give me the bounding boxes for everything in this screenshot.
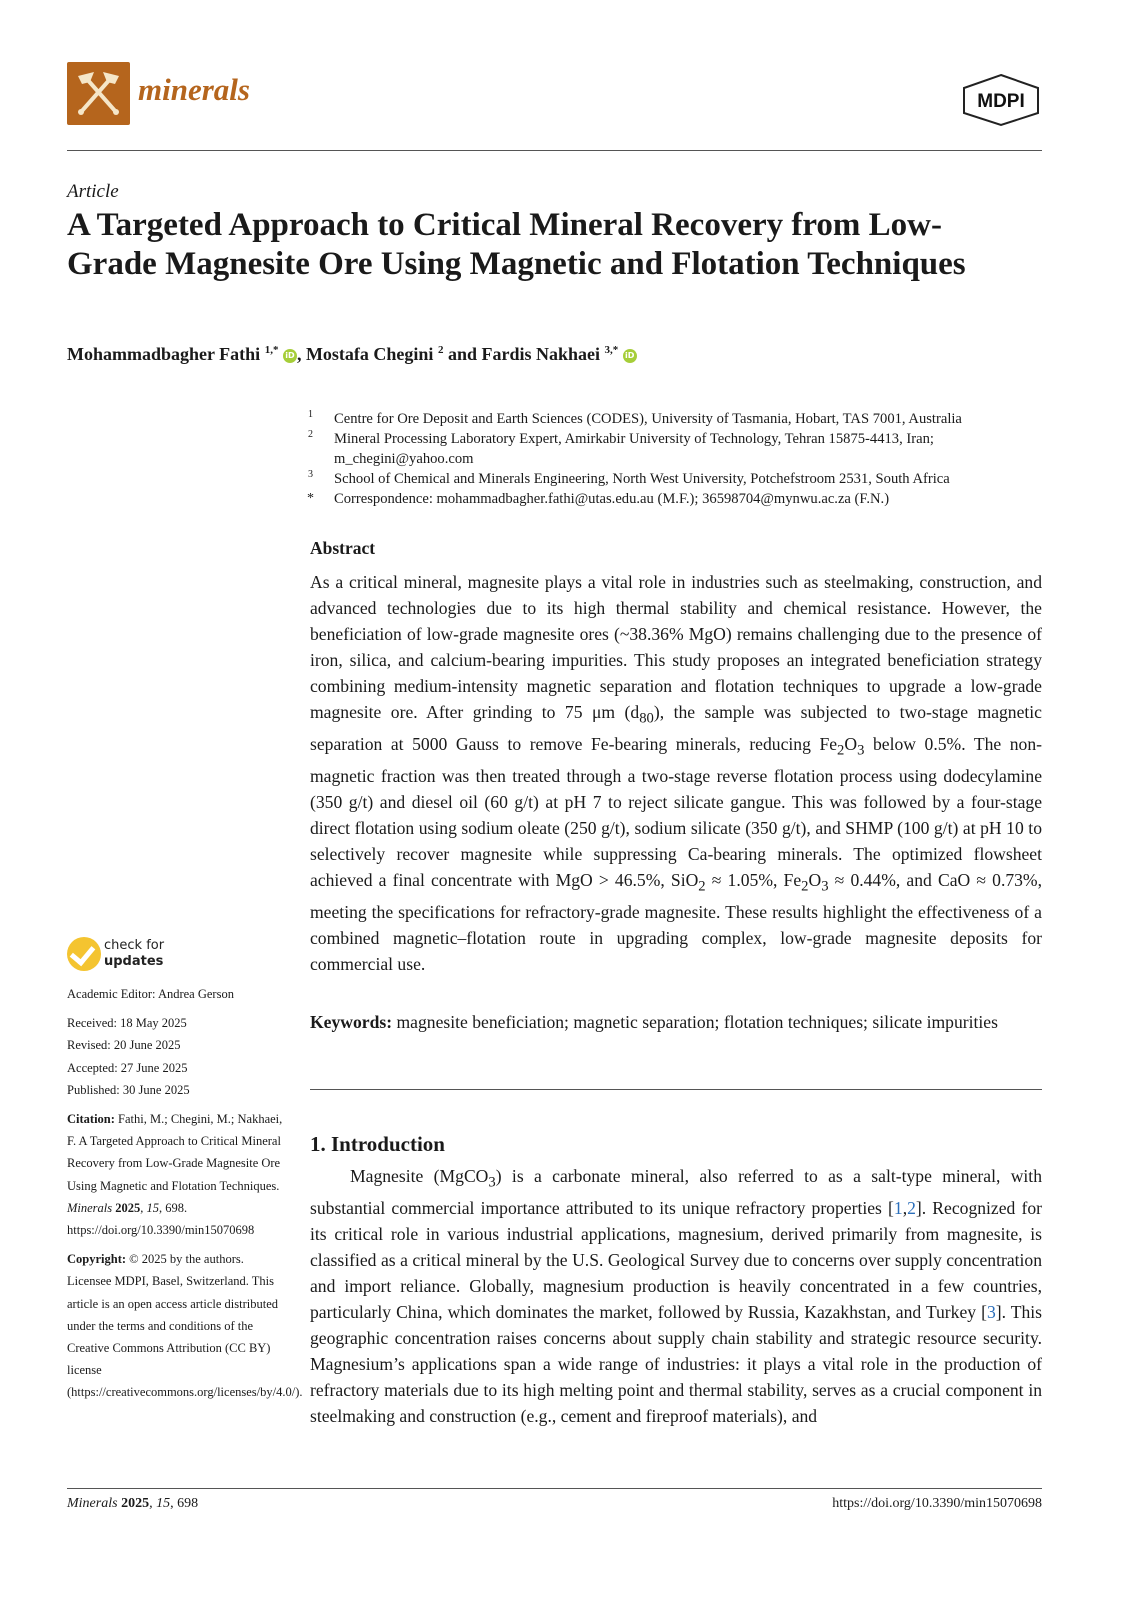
orcid-icon[interactable]: iD <box>283 349 297 363</box>
check-for-updates-button[interactable] <box>67 937 177 973</box>
author-affiliation-mark: 3,* <box>604 344 619 356</box>
academic-editor: Academic Editor: Andrea Gerson <box>67 987 234 1001</box>
footer-doi-link[interactable]: https://doi.org/10.3390/min15070698 <box>832 1496 1042 1511</box>
accepted-date: Accepted: 27 June 2025 <box>67 1060 188 1075</box>
citation-link[interactable]: 2 <box>907 1198 916 1219</box>
keywords-label: Keywords: <box>310 1012 393 1032</box>
citation-block: Citation: Fathi, M.; Chegini, M.; Nakhaei, F. A Targeted Approach to Critical Mineral Recovery from Low-Grade Magnesite Ore Using Magnetic and Flotation Techniques. Minerals 2025, 15, 698. https://doi.org/10.3390/min15070698 <box>67 1112 283 1238</box>
correspondence-mark: * <box>307 491 314 506</box>
affiliation-number: 2 <box>308 429 313 440</box>
abstract-heading: Abstract <box>310 538 376 558</box>
check-icon <box>67 937 101 971</box>
affiliation-text: School of Chemical and Minerals Engineering, North West University, Potchefstroom 2531, South Africa <box>334 471 950 487</box>
author-separator: , <box>296 344 306 364</box>
correspondence <box>306 489 1046 509</box>
footer-divider <box>67 1488 1042 1489</box>
introduction-text: Magnesite (MgCO$_3$) is a carbonate mineral, also referred to as a salt-type mineral, with substantial commercial importance attributed to its unique refractory properties [1,2]. Recognized for its critical role in various industrial applications, magnesium, derived primarily from magnesite, is classified as a critical mineral by the U.S. Geological Survey due to concerns over supply concentration and import reliance. Globally, magnesium production is heavily concentrated in a few countries, particularly China, which dominates the market, followed by Russia, Kazakhstan, and Turkey [3]. This geographic concentration raises concerns about supply chain stability and strategic resource security. Magnesium’s applications span a wide range of industries: it plays a vital role in the production of refractory materials due to its high melting point and thermal stability, serves as a crucial component in steelmaking and construction (e.g., cement and fireproof materials), and <box>310 1166 1042 1426</box>
received-date: Received: 18 May 2025 <box>67 1016 187 1031</box>
crossed-hammers-icon <box>67 62 130 125</box>
author-name: Fardis Nakhaei <box>481 344 600 364</box>
article-type: Article <box>67 181 119 202</box>
author-separator: and <box>443 344 482 364</box>
affiliation-item <box>306 409 1046 429</box>
author-list <box>67 344 637 365</box>
correspondence-text: Correspondence: mohammadbagher.fathi@utas.edu.au (M.F.); 36598704@mynwu.ac.za (F.N.) <box>334 491 890 507</box>
affiliation-number: 1 <box>308 409 313 420</box>
journal-name: minerals <box>138 72 250 107</box>
affiliation-item <box>306 469 1046 489</box>
citation-link[interactable]: 1 <box>893 1198 903 1219</box>
mdpi-logo <box>960 73 1042 127</box>
author-affiliation-mark: 2 <box>437 344 444 356</box>
author-name: Mostafa Chegini <box>305 344 434 364</box>
check-updates-label-bold: updates <box>104 954 164 969</box>
affiliation-number: 3 <box>308 469 313 480</box>
citation-link[interactable]: 3 <box>986 1302 996 1323</box>
published-date: Published: 30 June 2025 <box>67 1082 190 1097</box>
keywords-text: magnesite beneficiation; magnetic separation; flotation techniques; silicate impurities <box>396 1012 998 1032</box>
journal-logo <box>67 62 130 125</box>
affiliation-text: Mineral Processing Laboratory Expert, Amirkabir University of Technology, Tehran 15875-4413, Iran; m_chegini@yahoo.com <box>334 431 934 467</box>
affiliations <box>306 409 1046 509</box>
copyright-block: Copyright: © 2025 by the authors. Licensee MDPI, Basel, Switzerland. This article is an open access article distributed under the terms and conditions of the Creative Commons Attribution (CC BY) license (https://creativecommons.org/licenses/by/4.0/). <box>67 1252 303 1400</box>
affiliation-text: Centre for Ore Deposit and Earth Sciences (CODES), University of Tasmania, Hobart, TAS 7001, Australia <box>334 411 962 427</box>
check-updates-label: check for <box>104 938 165 953</box>
author-affiliation-mark: 1,* <box>264 344 279 356</box>
affiliation-item <box>306 429 1046 469</box>
revised-date: Revised: 20 June 2025 <box>67 1038 181 1053</box>
author-name: Mohammadbagher Fathi <box>67 344 261 364</box>
paper-title: A Targeted Approach to Critical Mineral Recovery from Low-Grade Magnesite Ore Using Magnetic and Flotation Techniques <box>67 207 966 282</box>
sidebar-info <box>67 983 303 1404</box>
section-heading: 1. Introduction <box>310 1132 445 1156</box>
header-divider <box>67 150 1042 151</box>
abstract-text: As a critical mineral, magnesite plays a vital role in industries such as steelmaking, construction, and advanced technologies due to its high thermal stability and chemical resistance. However, the beneficiation of low-grade magnesite ores (~38.36% MgO) remains challenging due to the presence of iron, silica, and calcium-bearing impurities. This study proposes an integrated beneficiation strategy combining medium-intensity magnetic separation and flotation techniques to upgrade a low-grade magnesite ore. After grinding to 75 μm $(d_{80})$, the sample was subjected to two-stage magnetic separation at 5000 Gauss to remove Fe-bearing minerals, reducing $Fe_2O_3$ below 0.5%. The non-magnetic fraction was then treated through a two-stage reverse flotation process using dodecylamine (350 g/t) and diesel oil (60 g/t) at pH 7 to reject silicate gangue. This was followed by a four-stage direct flotation using sodium oleate (250 g/t), sodium silicate (350 g/t), and SHMP (100 g/t) at pH 10 to selectively recover magnesite while suppressing Ca-bearing minerals. The optimized flowsheet achieved a final concentrate with MgO > 46.5%, SiO$_2$ ≈ 1.05%, $Fe_2O_3 \approx 0.44\%$, and CaO ≈ 0.73%, meeting the specifications for refractory-grade magnesite. These results highlight the effectiveness of a combined magnetic–flotation route in upgrading complex, low-grade magnesite deposits for commercial use. <box>310 572 1043 975</box>
orcid-icon[interactable]: iD <box>623 349 637 363</box>
mdpi-logo-text: MDPI <box>977 91 1025 112</box>
section-divider <box>310 1089 1042 1090</box>
keywords <box>310 1010 1042 1036</box>
footer-journal-ref: Minerals 2025, 15, 698 <box>67 1496 199 1511</box>
